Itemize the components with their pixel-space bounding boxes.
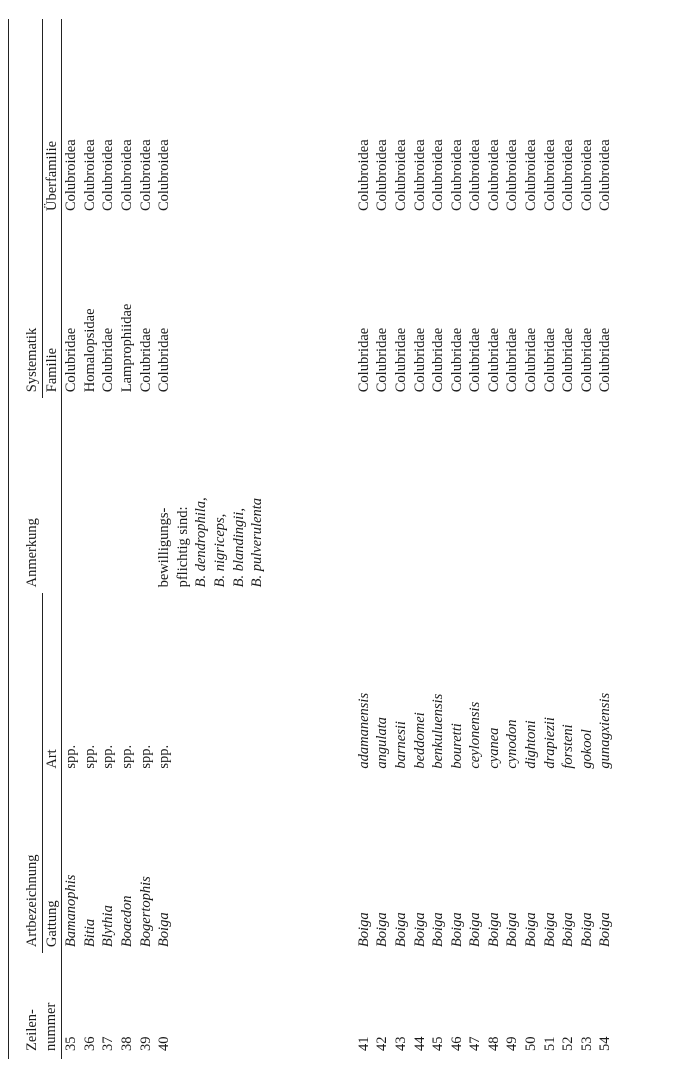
note-line: pflichtig sind:	[174, 506, 191, 588]
header-gattung: Gattung	[42, 775, 62, 953]
row-number: 36	[81, 1036, 98, 1051]
species-cell: spp.	[118, 744, 135, 769]
species-cell: gokool	[578, 729, 595, 769]
genus-cell: Boiga	[448, 912, 465, 948]
table-spacer	[267, 19, 355, 1059]
table-row	[137, 19, 156, 1059]
genus-cell: Boiga	[523, 912, 540, 948]
family-cell: Colubridae	[430, 327, 447, 393]
superfamily-cell: Colubroidea	[578, 139, 595, 212]
family-cell: Colubridae	[504, 327, 521, 393]
family-cell: Colubridae	[100, 327, 117, 393]
family-cell: Colubridae	[448, 327, 465, 393]
note-cell	[99, 398, 118, 593]
note-line: bewilligungs-	[156, 507, 173, 588]
note-cell	[155, 398, 267, 593]
header-familie: Familie	[42, 217, 62, 398]
table-row	[559, 19, 578, 1059]
superfamily-cell: Colubroidea	[374, 139, 391, 212]
genus-cell: Boiga	[504, 912, 521, 948]
superfamily-cell: Colubroidea	[355, 139, 372, 212]
table-row	[448, 19, 467, 1059]
species-cell: barnesii	[392, 721, 409, 769]
table-row	[392, 19, 411, 1059]
genus-cell: Boiga	[485, 912, 502, 948]
header-anmerkung: Anmerkung	[24, 518, 40, 588]
table-row	[429, 19, 448, 1059]
superfamily-cell: Colubroidea	[137, 139, 154, 212]
family-cell: Colubridae	[137, 327, 154, 393]
row-number: 38	[118, 1036, 135, 1051]
species-cell: spp.	[156, 744, 173, 769]
note-cell	[466, 398, 485, 593]
header-systematik: Systematik	[9, 19, 43, 398]
superfamily-cell: Colubroidea	[504, 139, 521, 212]
header-zeilennummer-1: Zeilen-	[24, 1009, 40, 1051]
note-cell	[578, 398, 597, 593]
species-cell: beddomei	[411, 712, 428, 769]
family-cell: Homalopsidae	[81, 308, 98, 393]
note-cell	[62, 398, 81, 593]
superfamily-cell: Colubroidea	[100, 139, 117, 212]
table-row	[81, 19, 100, 1059]
species-cell: gunagxiensis	[597, 692, 614, 769]
note-line: B. dendrophila,	[193, 497, 210, 588]
species-cell: spp.	[63, 744, 80, 769]
row-number: 45	[430, 1036, 447, 1051]
table-row	[373, 19, 392, 1059]
species-cell: forsteni	[560, 724, 577, 769]
species-cell: bouretti	[448, 723, 465, 769]
table-row	[62, 19, 81, 1059]
row-number: 41	[355, 1036, 372, 1051]
note-cell	[137, 398, 156, 593]
row-number: 39	[137, 1036, 154, 1051]
genus-cell: Bamanophis	[63, 874, 80, 948]
family-cell: Lamprophiidae	[118, 303, 135, 393]
note-cell	[429, 398, 448, 593]
note-cell	[355, 398, 374, 593]
row-number: 35	[63, 1036, 80, 1051]
table-row	[466, 19, 485, 1059]
species-cell: spp.	[137, 744, 154, 769]
row-number: 49	[504, 1036, 521, 1051]
row-number: 50	[523, 1036, 540, 1051]
table-body	[62, 19, 615, 1059]
genus-cell: Boiga	[392, 912, 409, 948]
superfamily-cell: Colubroidea	[411, 139, 428, 212]
header-artbezeichnung: Artbezeichnung	[9, 593, 43, 953]
table-row	[99, 19, 118, 1059]
header-art: Art	[42, 593, 62, 774]
family-cell: Colubridae	[541, 327, 558, 393]
row-number: 43	[392, 1036, 409, 1051]
header-anmerkung-blank	[42, 398, 62, 593]
row-number: 53	[578, 1036, 595, 1051]
genus-cell: Boiga	[355, 912, 372, 948]
superfamily-cell: Colubroidea	[63, 139, 80, 212]
superfamily-cell: Colubroidea	[523, 139, 540, 212]
genus-cell: Boiga	[541, 912, 558, 948]
superfamily-cell: Colubroidea	[448, 139, 465, 212]
header-zeilennummer-2: nummer	[42, 953, 62, 1059]
genus-cell: Boiga	[578, 912, 595, 948]
row-number: 42	[374, 1036, 391, 1051]
species-table	[8, 19, 615, 1059]
family-cell: Colubridae	[467, 327, 484, 393]
row-number: 51	[541, 1036, 558, 1051]
genus-cell: Boiga	[560, 912, 577, 948]
superfamily-cell: Colubroidea	[118, 139, 135, 212]
superfamily-cell: Colubroidea	[81, 139, 98, 212]
species-cell: ceylonensis	[467, 701, 484, 769]
family-cell: Colubridae	[374, 327, 391, 393]
row-number: 44	[411, 1036, 428, 1051]
family-cell: Colubridae	[411, 327, 428, 393]
note-cell	[596, 398, 615, 593]
note-cell	[485, 398, 504, 593]
table-row	[503, 19, 522, 1059]
family-cell: Colubridae	[156, 327, 173, 393]
genus-cell: Boiga	[597, 912, 614, 948]
genus-cell: Bogertophis	[137, 876, 154, 948]
superfamily-cell: Colubroidea	[597, 139, 614, 212]
species-cell: spp.	[81, 744, 98, 769]
genus-cell: Blythia	[100, 905, 117, 948]
family-cell: Colubridae	[355, 327, 372, 393]
superfamily-cell: Colubroidea	[156, 139, 173, 212]
note-cell	[118, 398, 137, 593]
family-cell: Colubridae	[392, 327, 409, 393]
row-number: 46	[448, 1036, 465, 1051]
species-cell: angulata	[374, 717, 391, 769]
table-row	[522, 19, 541, 1059]
species-cell: cyanea	[485, 727, 502, 769]
note-cell	[81, 398, 100, 593]
table-row	[355, 19, 374, 1059]
species-cell: benkuluensis	[430, 693, 447, 769]
note-line: B. blandingii,	[230, 508, 247, 588]
family-cell: Colubridae	[560, 327, 577, 393]
genus-cell: Boiga	[411, 912, 428, 948]
note-cell	[392, 398, 411, 593]
note-line: B. pulverulenta	[249, 498, 266, 588]
species-cell: drapiezii	[541, 717, 558, 769]
note-cell	[559, 398, 578, 593]
superfamily-cell: Colubroidea	[560, 139, 577, 212]
table-row	[541, 19, 560, 1059]
header-ueberfamilie: Überfamilie	[42, 19, 62, 217]
note-cell	[541, 398, 560, 593]
family-cell: Colubridae	[63, 327, 80, 393]
genus-cell: Boiga	[430, 912, 447, 948]
row-number: 48	[485, 1036, 502, 1051]
superfamily-cell: Colubroidea	[392, 139, 409, 212]
superfamily-cell: Colubroidea	[541, 139, 558, 212]
table-row	[596, 19, 615, 1059]
species-cell: cynodon	[504, 719, 521, 769]
table-row	[485, 19, 504, 1059]
note-cell	[411, 398, 430, 593]
table-row	[118, 19, 137, 1059]
note-cell	[373, 398, 392, 593]
genus-cell: Boaedon	[118, 895, 135, 948]
genus-cell: Bitia	[81, 918, 98, 948]
note-cell	[522, 398, 541, 593]
superfamily-cell: Colubroidea	[485, 139, 502, 212]
spacer-cell	[267, 19, 355, 1059]
superfamily-cell: Colubroidea	[430, 139, 447, 212]
row-number: 40	[156, 1036, 173, 1051]
species-cell: spp.	[100, 744, 117, 769]
table-row	[578, 19, 597, 1059]
genus-cell: Boiga	[467, 912, 484, 948]
superfamily-cell: Colubroidea	[467, 139, 484, 212]
genus-cell: Boiga	[374, 912, 391, 948]
row-number: 52	[560, 1036, 577, 1051]
family-cell: Colubridae	[485, 327, 502, 393]
species-cell: adamanensis	[355, 692, 372, 769]
table-row	[155, 19, 267, 1059]
genus-cell: Boiga	[156, 912, 173, 948]
row-number: 47	[467, 1036, 484, 1051]
note-line: B. nigriceps,	[211, 513, 228, 588]
family-cell: Colubridae	[523, 327, 540, 393]
note-cell	[503, 398, 522, 593]
note-cell	[448, 398, 467, 593]
species-cell: dightoni	[523, 720, 540, 769]
family-cell: Colubridae	[578, 327, 595, 393]
table-row	[411, 19, 430, 1059]
row-number: 37	[100, 1036, 117, 1051]
row-number: 54	[597, 1036, 614, 1051]
family-cell: Colubridae	[597, 327, 614, 393]
